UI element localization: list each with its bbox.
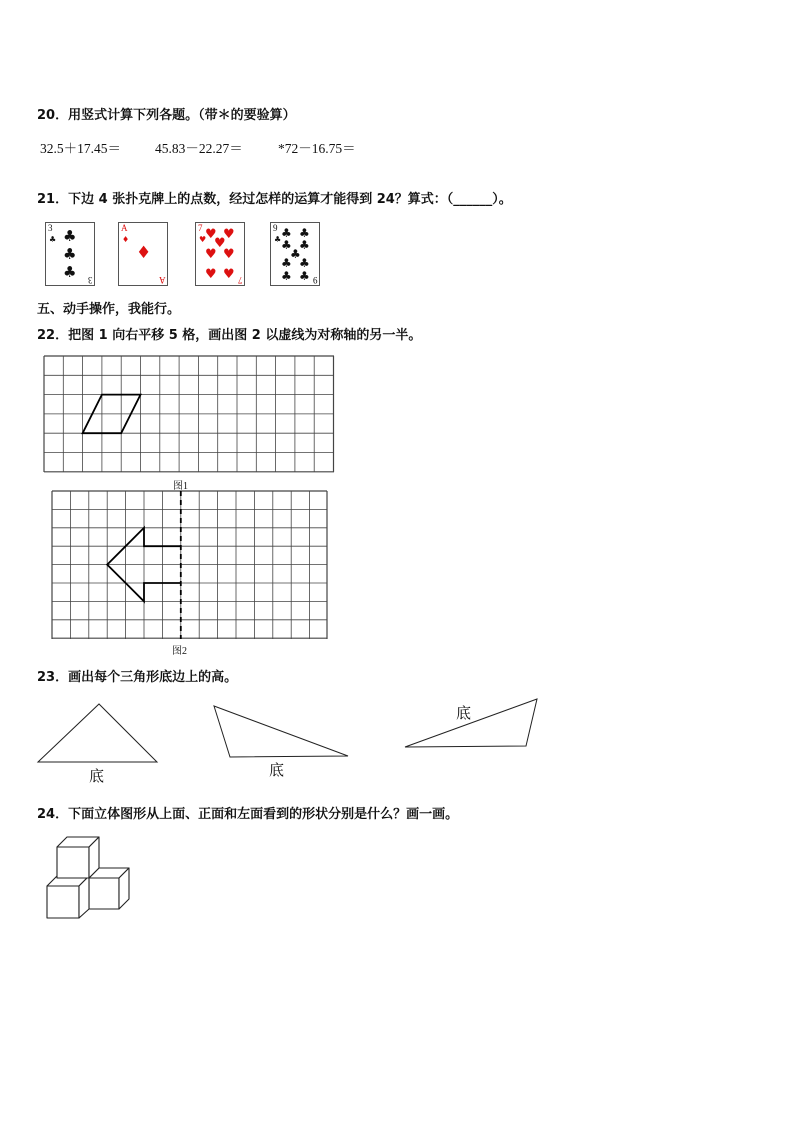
section-5-title: 五、动手操作，我能行。	[37, 302, 181, 317]
heart-icon: ♥	[205, 247, 217, 262]
expression-1: 32.5＋17.45＝	[40, 141, 121, 156]
card-rank-inverted: A	[158, 275, 165, 285]
card-rank-inverted: 7	[237, 275, 242, 285]
heart-icon: ♥	[223, 267, 235, 282]
club-icon: ♣	[299, 238, 310, 252]
expression-3: *72－16.75＝	[278, 141, 356, 156]
question-21-title: 21．下边 4 张扑克牌上的点数，经过怎样的运算才能得到 24？算式：（______）。	[37, 192, 512, 207]
card-rank: 7	[198, 223, 203, 233]
card-rank: 9	[273, 223, 278, 233]
figure-2-caption: 图2	[172, 646, 187, 657]
club-icon: ♣	[281, 226, 292, 240]
club-icon: ♣	[281, 238, 292, 252]
question-20-title: 20．用竖式计算下列各题。（带＊的要验算）	[37, 108, 296, 123]
club-icon: ♣	[299, 226, 310, 240]
question-24-title: 24．下面立体图形从上面、正面和左面看到的形状分别是什么？画一画。	[37, 807, 459, 822]
heart-icon: ♥	[223, 247, 235, 262]
club-icon: ♣	[274, 235, 282, 244]
question-23-title: 23．画出每个三角形底边上的高。	[37, 670, 238, 685]
heart-icon: ♥	[214, 236, 226, 251]
question-22-title: 22．把图 1 向右平移 5 格，画出图 2 以虚线为对称轴的另一半。	[37, 328, 422, 343]
heart-icon: ♥	[205, 267, 217, 282]
club-icon: ♣	[281, 269, 292, 283]
diamond-icon: ♦	[122, 235, 130, 244]
heart-icon: ♥	[223, 227, 235, 242]
heart-icon: ♥	[205, 227, 217, 242]
club-icon: ♣	[290, 247, 301, 261]
diamond-icon: ♦	[136, 243, 152, 263]
triangle-1-base-label: 底	[89, 767, 105, 785]
club-icon: ♣	[49, 235, 57, 244]
club-icon: ♣	[63, 263, 77, 281]
expression-2: 45.83－22.27＝	[155, 141, 243, 156]
card-rank: 3	[48, 223, 53, 233]
card-rank-inverted: 3	[87, 275, 92, 285]
triangle-3-base-label: 底	[456, 704, 472, 722]
club-icon: ♣	[281, 256, 292, 270]
figure-1-caption: 图1	[173, 481, 188, 492]
club-icon: ♣	[299, 269, 310, 283]
triangle-2-base-label: 底	[269, 761, 285, 779]
card-rank: A	[121, 223, 128, 233]
club-icon: ♣	[63, 245, 77, 263]
heart-icon: ♥	[199, 235, 207, 244]
club-icon: ♣	[299, 256, 310, 270]
card-rank-inverted: 9	[312, 275, 317, 285]
club-icon: ♣	[63, 227, 77, 245]
